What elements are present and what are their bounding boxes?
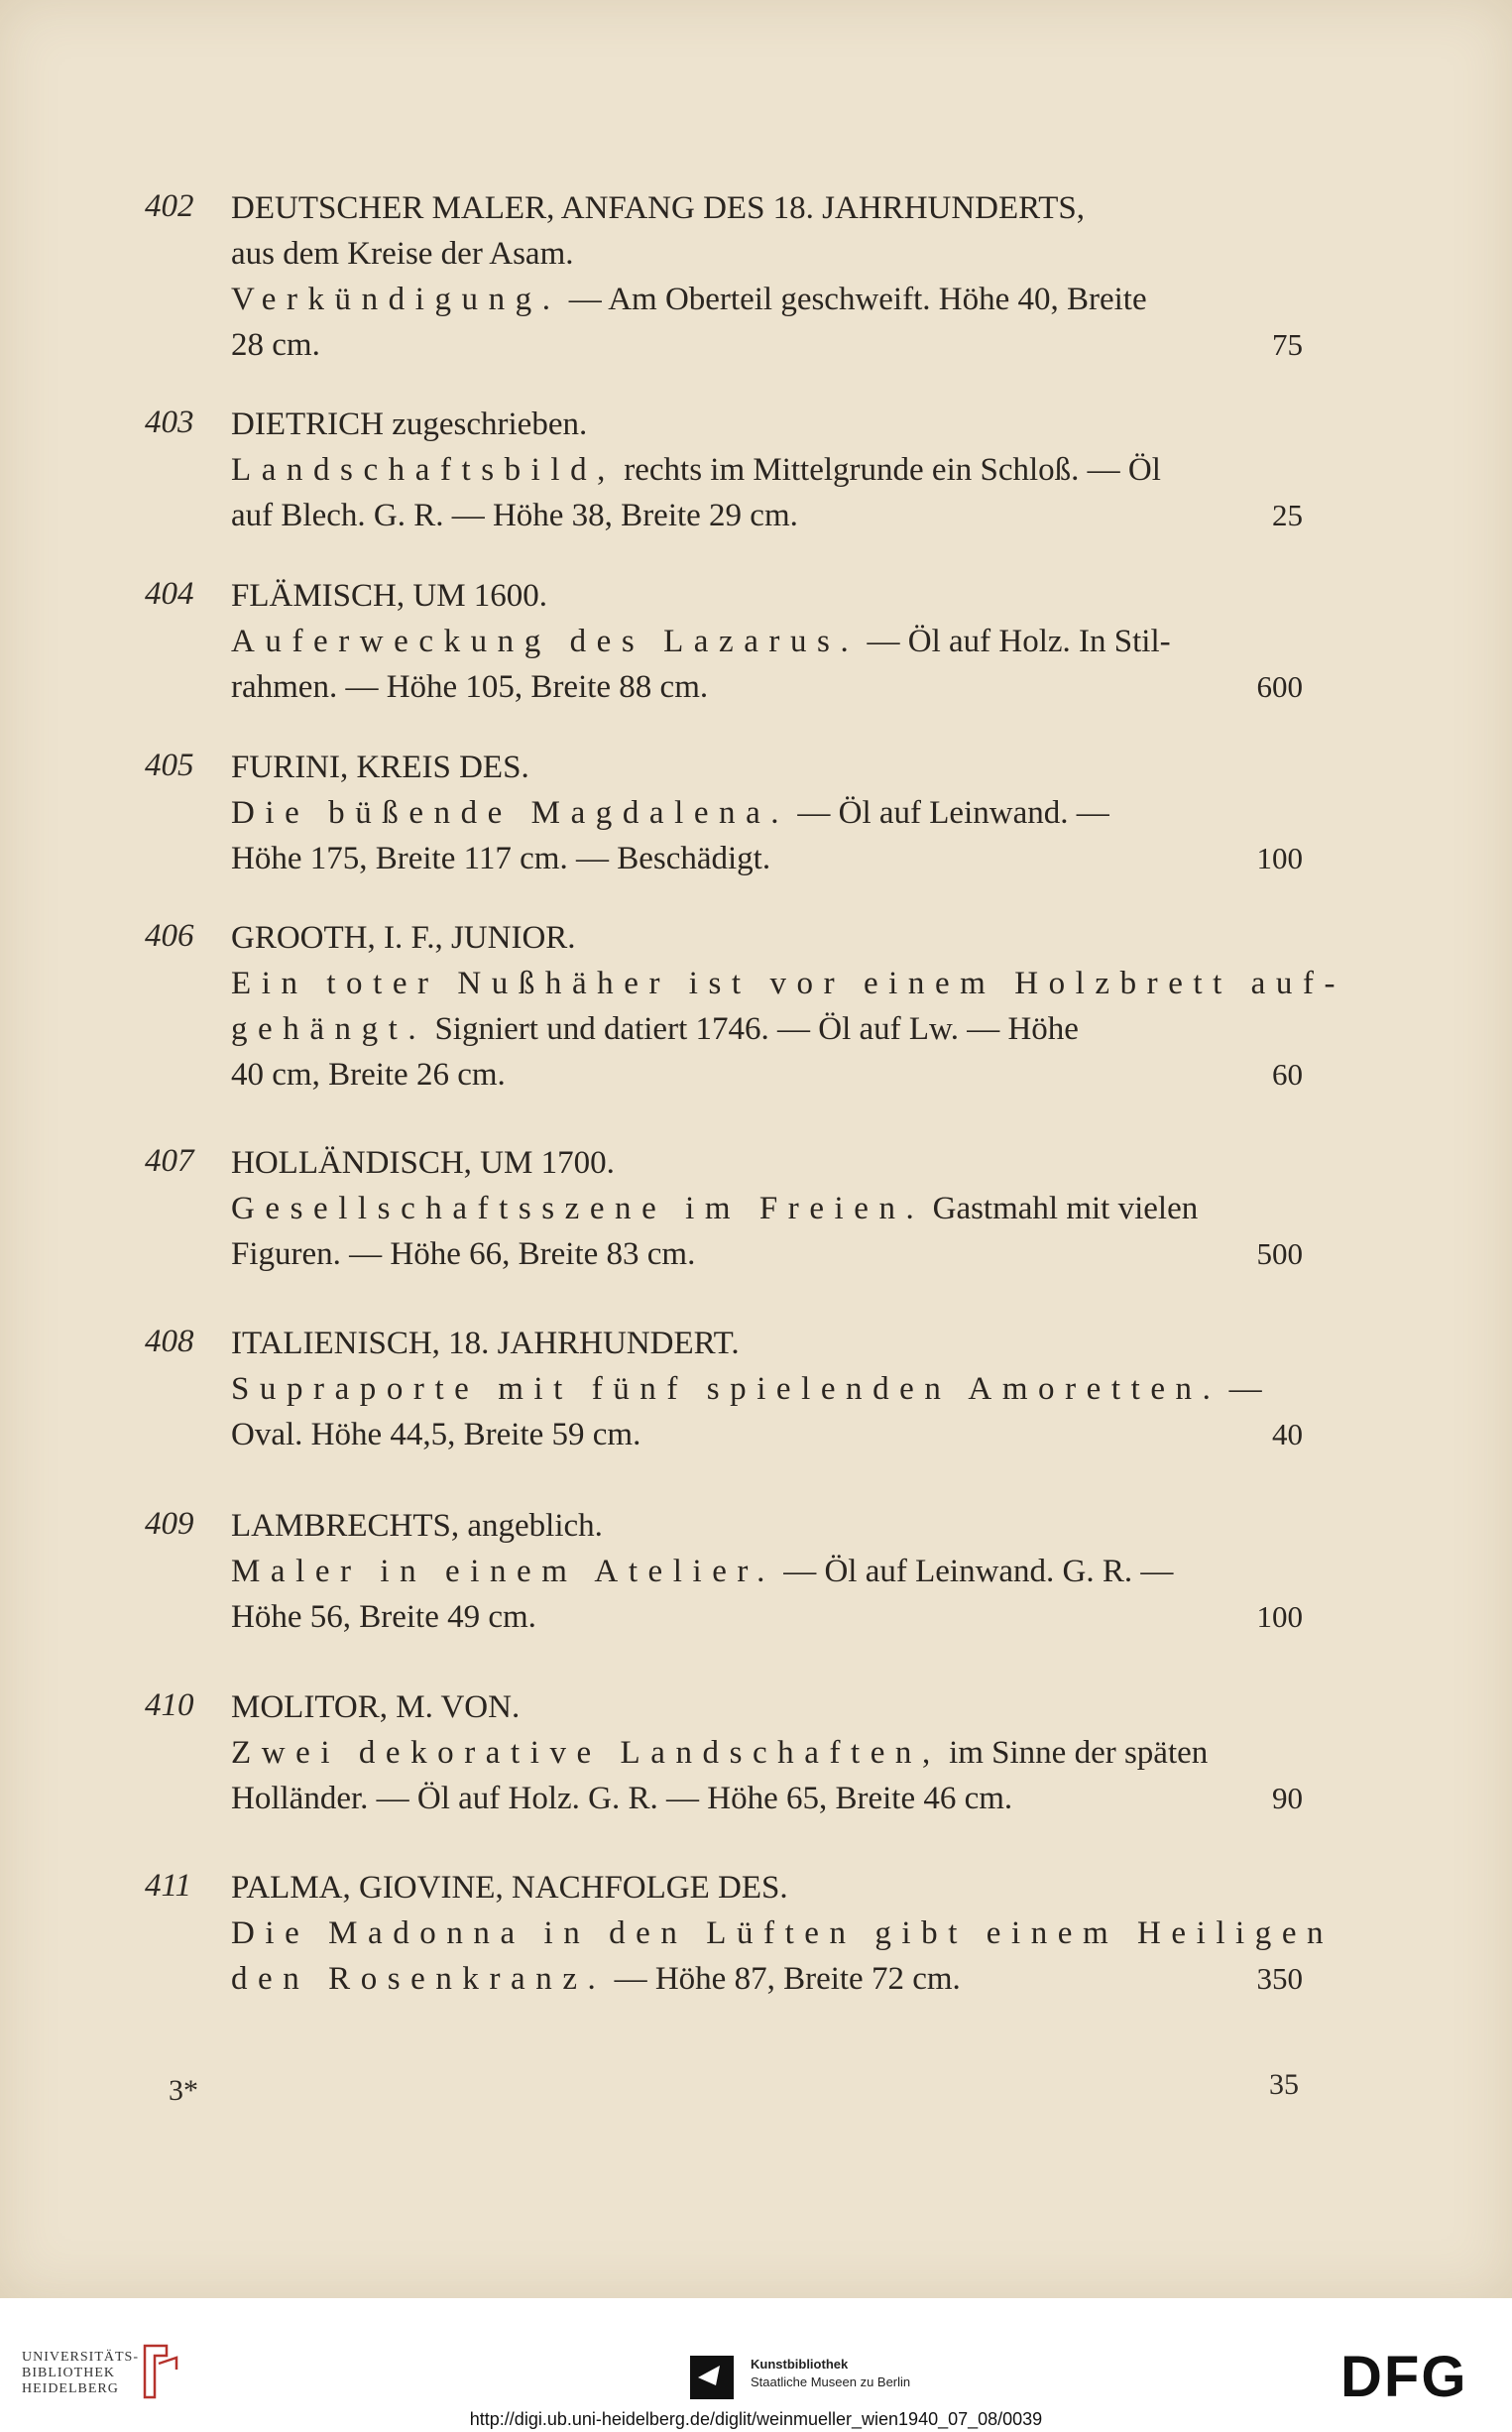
lot-number: 409	[145, 1506, 194, 1542]
lot-title: Auferweckung des Lazarus.	[231, 624, 860, 659]
lot-description-cont: gehängt. Signiert und datiert 1746. — Öl auf Lw. — Höhe	[231, 1011, 1079, 1047]
lot-artist: GROOTH, I. F., JUNIOR.	[231, 920, 576, 956]
kunstbibliothek-logo[interactable]: Kunstbibliothek Staatliche Museen zu Berlin	[751, 2357, 911, 2389]
lot-title: Die büßende Magdalena.	[231, 795, 790, 831]
lot-title: Gesellschaftsszene im Freien.	[231, 1191, 925, 1226]
lot-number: 408	[145, 1324, 194, 1359]
signature-mark: 3*	[169, 2074, 198, 2107]
lot-price: 60	[1272, 1057, 1303, 1092]
lot-price: 600	[1256, 669, 1303, 704]
lot-number: 407	[145, 1143, 194, 1179]
lot-description: Maler in einem Atelier. — Öl auf Leinwand. G. R. —	[231, 1554, 1174, 1589]
lot-description-cont: Figuren. — Höhe 66, Breite 83 cm.	[231, 1236, 696, 1272]
lot-artist: HOLLÄNDISCH, UM 1700.	[231, 1145, 615, 1181]
lot-price: 100	[1256, 841, 1303, 875]
lot-title: Supraporte mit fünf spielenden Amoretten.	[231, 1371, 1221, 1407]
lot-description: Die büßende Magdalena. — Öl auf Leinwand. —	[231, 795, 1109, 831]
lot-price: 40	[1272, 1417, 1303, 1451]
lot-number: 411	[145, 1868, 192, 1904]
lot-description: Auferweckung des Lazarus. — Öl auf Holz. In Stil-	[231, 624, 1171, 659]
page-number: 35	[1269, 2068, 1299, 2101]
source-url[interactable]: http://digi.ub.uni-heidelberg.de/diglit/weinmueller_wien1940_07_08/0039	[469, 2409, 1043, 2429]
lot-price: 75	[1272, 327, 1303, 362]
lot-artist: FURINI, KREIS DES.	[231, 750, 529, 785]
lot-title-cont: den Rosenkranz.	[231, 1961, 607, 1997]
lot-title: Die Madonna in den Lüften gibt einem Heiligen	[231, 1915, 1335, 1951]
lot-number: 404	[145, 576, 194, 612]
university-crest-icon	[137, 2342, 182, 2401]
lot-description	[231, 964, 1346, 1003]
lot-title: Maler in einem Atelier.	[231, 1554, 775, 1589]
lot-description-cont: 28 cm.	[231, 327, 320, 363]
lot-description-cont: Höhe 56, Breite 49 cm.	[231, 1599, 536, 1635]
lot-description-cont: Oval. Höhe 44,5, Breite 59 cm.	[231, 1417, 641, 1452]
lot-artist: FLÄMISCH, UM 1600.	[231, 578, 548, 614]
lot-attribution: aus dem Kreise der Asam.	[231, 236, 574, 272]
lot-artist: LAMBRECHTS, angeblich.	[231, 1508, 603, 1544]
lot-title: Verkündigung.	[231, 282, 561, 317]
footer-bar	[0, 2298, 1512, 2432]
lot-price: 350	[1256, 1961, 1303, 1996]
lot-description-cont: Höhe 175, Breite 117 cm. — Beschädigt.	[231, 841, 771, 876]
lot-number: 403	[145, 405, 194, 440]
lot-description-end: 40 cm, Breite 26 cm.	[231, 1057, 506, 1093]
lot-title: Zwei dekorative Landschaften,	[231, 1735, 941, 1771]
lot-description: Zwei dekorative Landschaften, im Sinne der späten	[231, 1735, 1209, 1771]
lot-price: 500	[1256, 1236, 1303, 1271]
lot-description-cont: Holländer. — Öl auf Holz. G. R. — Höhe 65, Breite 46 cm.	[231, 1781, 1013, 1816]
lot-title: Ein toter Nußhäher ist vor einem Holzbrett auf-	[231, 966, 1346, 1001]
lot-artist: DIETRICH zugeschrieben.	[231, 406, 588, 442]
lot-price: 100	[1256, 1599, 1303, 1634]
lot-description-cont: rahmen. — Höhe 105, Breite 88 cm.	[231, 669, 709, 705]
lot-number: 402	[145, 188, 194, 224]
kunstbibliothek-logo-icon	[690, 2356, 734, 2399]
university-library-logo[interactable]: UNIVERSITÄTS- BIBLIOTHEK HEIDELBERG	[22, 2350, 139, 2396]
lot-number: 406	[145, 918, 194, 954]
lot-title: Landschaftsbild,	[231, 452, 616, 488]
lot-price: 90	[1272, 1781, 1303, 1815]
lot-number: 405	[145, 748, 194, 783]
lot-price: 25	[1272, 498, 1303, 532]
lot-artist: ITALIENISCH, 18. JAHRHUNDERT.	[231, 1326, 740, 1361]
lot-description: Landschaftsbild, rechts im Mittelgrunde ein Schloß. — Öl	[231, 452, 1161, 488]
dfg-logo[interactable]: DFG	[1340, 2345, 1468, 2409]
lot-description: Verkündigung. — Am Oberteil geschweift. Höhe 40, Breite	[231, 282, 1147, 317]
lot-title-cont: gehängt.	[231, 1011, 427, 1047]
lot-number: 410	[145, 1687, 194, 1723]
lot-description-cont: den Rosenkranz. — Höhe 87, Breite 72 cm.	[231, 1961, 961, 1997]
lot-description-cont: auf Blech. G. R. — Höhe 38, Breite 29 cm.	[231, 498, 798, 533]
lot-artist: PALMA, GIOVINE, NACHFOLGE DES.	[231, 1870, 788, 1906]
lot-description: Gesellschaftsszene im Freien. Gastmahl mit vielen	[231, 1191, 1199, 1226]
lot-description	[231, 1913, 1335, 1953]
lot-artist: DEUTSCHER MALER, ANFANG DES 18. JAHRHUNDERTS,	[231, 190, 1085, 226]
lot-description: Supraporte mit fünf spielenden Amoretten. —	[231, 1371, 1262, 1407]
lot-artist: MOLITOR, M. VON.	[231, 1689, 521, 1725]
